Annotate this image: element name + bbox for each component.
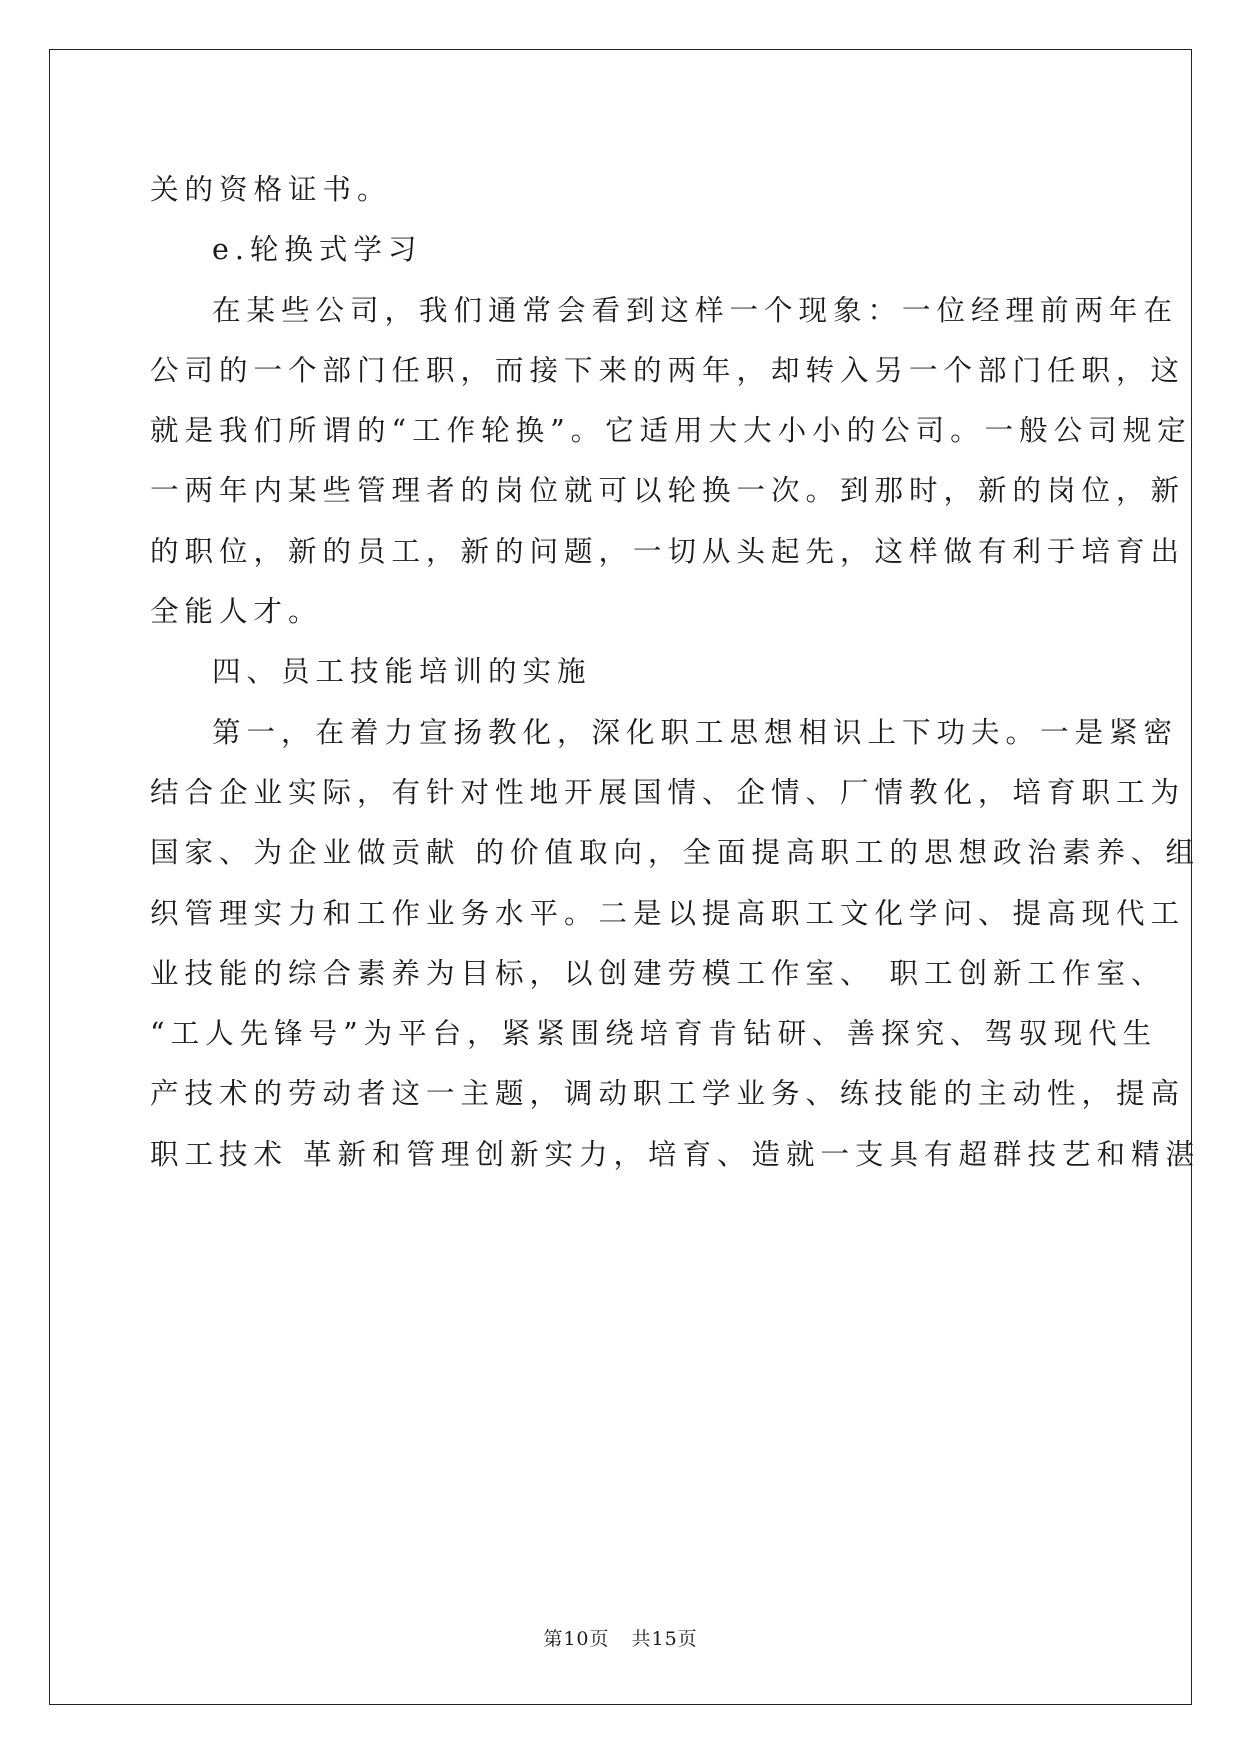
- page-number: 第10页: [543, 1628, 610, 1650]
- section-heading-implementation: 四、员工技能培训的实施: [212, 655, 592, 689]
- text-line: 的职位，新的员工，新的问题，一切从头起先，这样做有利于培育出: [150, 534, 1186, 568]
- page-footer: [0, 1624, 1241, 1651]
- text-line: 结合企业实际，有针对性地开展国情、企情、厂情教化，培育职工为: [150, 775, 1186, 809]
- text-line: 产技术的劳动者这一主题，调动职工学业务、练技能的主动性，提高: [150, 1077, 1186, 1111]
- text-line: 关的资格证书。: [150, 173, 392, 206]
- text-line: 就是我们所谓的“工作轮换”。它适用大大小小的公司。一般公司规定: [150, 414, 1192, 448]
- text-line: 公司的一个部门任职，而接下来的两年，却转入另一个部门任职，这: [150, 353, 1186, 387]
- text-line: 第一，在着力宣扬教化，深化职工思想相识上下功夫。一是紧密: [212, 715, 1179, 749]
- text-line: 职工技术 革新和管理创新实力，培育、造就一支具有超群技艺和精湛: [150, 1137, 1201, 1171]
- text-line: 一两年内某些管理者的岗位就可以轮换一次。到那时，新的岗位，新: [150, 474, 1186, 508]
- text-line: 国家、为企业做贡献 的价值取向，全面提高职工的思想政治素养、组: [150, 836, 1201, 870]
- text-line: “工人先锋号”为平台，紧紧围绕培育肯钻研、善探究、驾驭现代生: [150, 1017, 1158, 1051]
- document-body: [150, 160, 1201, 1185]
- text-line: 业技能的综合素养为目标，以创建劳模工作室、 职工创新工作室、: [150, 956, 1166, 990]
- text-line: 全能人才。: [150, 595, 323, 629]
- text-line: 在某些公司，我们通常会看到这样一个现象：一位经理前两年在: [212, 293, 1179, 327]
- page-total: 共15页: [631, 1628, 698, 1650]
- section-heading-rotation-learning: e.轮换式学习: [212, 233, 423, 267]
- text-line: 织管理实力和工作业务水平。二是以提高职工文化学问、提高现代工: [150, 896, 1186, 930]
